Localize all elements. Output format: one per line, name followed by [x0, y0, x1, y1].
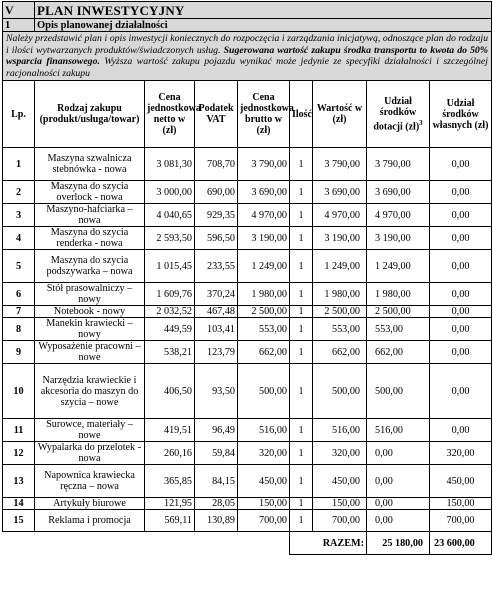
unit-gross-price: 150,00	[238, 498, 290, 510]
vat-amount: 123,79	[195, 341, 238, 364]
quantity: 1	[290, 204, 313, 227]
header-value: Wartość w (zł)	[313, 81, 367, 148]
table-row	[3, 227, 492, 250]
column-header-row	[3, 81, 492, 148]
purchase-name: Manekin krawiecki – nowy	[35, 318, 145, 341]
row-number: 15	[3, 510, 35, 532]
grant-share: 1 980,00	[367, 283, 430, 306]
quantity: 1	[290, 510, 313, 532]
instruction-note-row	[3, 32, 492, 81]
vat-amount: 28,05	[195, 498, 238, 510]
subsection-header-row	[3, 19, 492, 32]
quantity: 1	[290, 364, 313, 419]
unit-net-price: 1 609,76	[145, 283, 195, 306]
note-part-2: Sugerowana wartość zakupu środka transportu to kwota do 50% wsparcia finansowego.	[6, 44, 488, 67]
grant-share: 4 970,00	[367, 204, 430, 227]
own-funds: 450,00	[430, 465, 492, 498]
header-grant-share	[367, 81, 430, 148]
total-value: 1 249,00	[313, 250, 367, 283]
purchase-name: Maszyna szwalnicza stebnówka - nowa	[35, 148, 145, 181]
instruction-note	[3, 32, 492, 81]
row-number: 7	[3, 306, 35, 318]
quantity: 1	[290, 341, 313, 364]
own-funds: 0,00	[430, 419, 492, 442]
total-value: 553,00	[313, 318, 367, 341]
unit-net-price: 2 032,52	[145, 306, 195, 318]
vat-amount: 370,24	[195, 283, 238, 306]
unit-gross-price: 3 690,00	[238, 181, 290, 204]
unit-net-price: 419,51	[145, 419, 195, 442]
header-vat: Podatek VAT	[195, 81, 238, 148]
row-number: 14	[3, 498, 35, 510]
total-value: 320,00	[313, 442, 367, 465]
unit-gross-price: 1 980,00	[238, 283, 290, 306]
purchase-name: Reklama i promocja	[35, 510, 145, 532]
purchase-name: Wyposażenie pracowni – nowe	[35, 341, 145, 364]
totals-grant: 23 600,00	[430, 532, 492, 555]
unit-net-price: 4 040,65	[145, 204, 195, 227]
quantity: 1	[290, 442, 313, 465]
header-unit-gross-price: Cena jednostkowa brutto w (zł)	[238, 81, 290, 148]
quantity: 1	[290, 283, 313, 306]
total-value: 4 970,00	[313, 204, 367, 227]
row-number: 9	[3, 341, 35, 364]
row-number: 6	[3, 283, 35, 306]
table-row	[3, 498, 492, 510]
note-part-1: Należy przedstawić plan i opis inwestycji koniecznych do rozpoczęcia i zarządzania inicjatywą, odnoszące plan do rodzaju i ilości wytwarzanych produktów/świadczonych usług.	[6, 33, 488, 56]
vat-amount: 96,49	[195, 419, 238, 442]
unit-gross-price: 3 190,00	[238, 227, 290, 250]
vat-amount: 233,55	[195, 250, 238, 283]
vat-amount: 596,50	[195, 227, 238, 250]
unit-gross-price: 2 500,00	[238, 306, 290, 318]
vat-amount: 59,84	[195, 442, 238, 465]
own-funds: 0,00	[430, 318, 492, 341]
own-funds: 0,00	[430, 283, 492, 306]
table-row	[3, 364, 492, 419]
total-value: 516,00	[313, 419, 367, 442]
quantity: 1	[290, 419, 313, 442]
table-row	[3, 419, 492, 442]
investment-plan-table	[2, 1, 492, 555]
section-number: V	[3, 2, 35, 19]
table-row	[3, 283, 492, 306]
unit-gross-price: 662,00	[238, 341, 290, 364]
table-row	[3, 510, 492, 532]
grant-share: 500,00	[367, 364, 430, 419]
totals-spacer	[3, 532, 290, 555]
own-funds: 0,00	[430, 181, 492, 204]
total-value: 1 980,00	[313, 283, 367, 306]
header-purchase-type: Rodzaj zakupu (produkt/usługa/towar)	[35, 81, 145, 148]
purchase-name: Maszyna do szycia podszywarka – nowa	[35, 250, 145, 283]
row-number: 13	[3, 465, 35, 498]
row-number: 2	[3, 181, 35, 204]
own-funds: 150,00	[430, 498, 492, 510]
quantity: 1	[290, 250, 313, 283]
vat-amount: 130,89	[195, 510, 238, 532]
row-number: 10	[3, 364, 35, 419]
quantity: 1	[290, 465, 313, 498]
totals-row	[3, 532, 492, 555]
header-unit-net-price: Cena jednostkowa netto w (zł)	[145, 81, 195, 148]
own-funds: 0,00	[430, 364, 492, 419]
grant-share: 3 790,00	[367, 148, 430, 181]
table-row	[3, 318, 492, 341]
row-number: 5	[3, 250, 35, 283]
unit-gross-price: 700,00	[238, 510, 290, 532]
unit-gross-price: 450,00	[238, 465, 290, 498]
vat-amount: 84,15	[195, 465, 238, 498]
total-value: 500,00	[313, 364, 367, 419]
grant-share: 3 190,00	[367, 227, 430, 250]
unit-gross-price: 320,00	[238, 442, 290, 465]
quantity: 1	[290, 498, 313, 510]
unit-net-price: 2 593,50	[145, 227, 195, 250]
purchase-name: Maszyna do szycia renderka - nowa	[35, 227, 145, 250]
table-row	[3, 465, 492, 498]
total-value: 3 690,00	[313, 181, 367, 204]
unit-net-price: 569,11	[145, 510, 195, 532]
quantity: 1	[290, 181, 313, 204]
totals-label: RAZEM:	[290, 532, 367, 555]
header-grant-text: Udział środków dotacji (zł)	[373, 95, 420, 133]
row-number: 3	[3, 204, 35, 227]
unit-net-price: 121,95	[145, 498, 195, 510]
totals-value: 25 180,00	[367, 532, 430, 555]
section-title: PLAN INWESTYCYJNY	[35, 2, 492, 19]
unit-net-price: 260,16	[145, 442, 195, 465]
quantity: 1	[290, 227, 313, 250]
own-funds: 0,00	[430, 148, 492, 181]
total-value: 450,00	[313, 465, 367, 498]
row-number: 8	[3, 318, 35, 341]
header-own-funds: Udział środków własnych (zł)	[430, 81, 492, 148]
purchase-name: Artykuły biurowe	[35, 498, 145, 510]
unit-net-price: 449,59	[145, 318, 195, 341]
own-funds: 0,00	[430, 341, 492, 364]
total-value: 700,00	[313, 510, 367, 532]
unit-gross-price: 1 249,00	[238, 250, 290, 283]
grant-share: 1 249,00	[367, 250, 430, 283]
grant-share: 553,00	[367, 318, 430, 341]
own-funds: 0,00	[430, 227, 492, 250]
note-part-3: Wyższa wartość zakupu pojazdu wynikać może jedynie ze specyfiki działalności i szczególnej racjonalności zakupu	[6, 56, 488, 79]
grant-share: 662,00	[367, 341, 430, 364]
table-row	[3, 341, 492, 364]
purchase-name: Maszyno-hafciarka – nowa	[35, 204, 145, 227]
table-row	[3, 148, 492, 181]
grant-share: 3 690,00	[367, 181, 430, 204]
vat-amount: 929,35	[195, 204, 238, 227]
unit-net-price: 3 000,00	[145, 181, 195, 204]
purchase-name: Napownica krawiecka ręczna – nowa	[35, 465, 145, 498]
unit-net-price: 1 015,45	[145, 250, 195, 283]
grant-share: 0,00	[367, 498, 430, 510]
vat-amount: 690,00	[195, 181, 238, 204]
unit-gross-price: 516,00	[238, 419, 290, 442]
unit-gross-price: 3 790,00	[238, 148, 290, 181]
footnote-marker: 3	[419, 118, 423, 127]
table-row	[3, 204, 492, 227]
subsection-title: Opis planowanej działalności	[35, 19, 492, 32]
table-row	[3, 306, 492, 318]
vat-amount: 103,41	[195, 318, 238, 341]
total-value: 2 500,00	[313, 306, 367, 318]
table-row	[3, 250, 492, 283]
header-lp: Lp.	[3, 81, 35, 148]
purchase-name: Wypalarka do przelotek - nowa	[35, 442, 145, 465]
own-funds: 0,00	[430, 204, 492, 227]
purchase-name: Narzędzia krawieckie i akcesoria do maszyn do szycia – nowe	[35, 364, 145, 419]
row-number: 1	[3, 148, 35, 181]
purchase-name: Notebook - nowy	[35, 306, 145, 318]
own-funds: 320,00	[430, 442, 492, 465]
vat-amount: 93,50	[195, 364, 238, 419]
own-funds: 700,00	[430, 510, 492, 532]
section-header-row	[3, 2, 492, 19]
vat-amount: 708,70	[195, 148, 238, 181]
own-funds: 0,00	[430, 306, 492, 318]
unit-net-price: 365,85	[145, 465, 195, 498]
unit-gross-price: 4 970,00	[238, 204, 290, 227]
purchase-name: Stół prasowalniczy – nowy	[35, 283, 145, 306]
grant-share: 516,00	[367, 419, 430, 442]
table-row	[3, 181, 492, 204]
quantity: 1	[290, 318, 313, 341]
unit-net-price: 538,21	[145, 341, 195, 364]
purchase-name: Surowce, materiały – nowe	[35, 419, 145, 442]
table-row	[3, 442, 492, 465]
row-number: 4	[3, 227, 35, 250]
grant-share: 0,00	[367, 465, 430, 498]
unit-net-price: 3 081,30	[145, 148, 195, 181]
total-value: 150,00	[313, 498, 367, 510]
subsection-number: 1	[3, 19, 35, 32]
row-number: 11	[3, 419, 35, 442]
total-value: 3 190,00	[313, 227, 367, 250]
total-value: 662,00	[313, 341, 367, 364]
quantity: 1	[290, 306, 313, 318]
row-number: 12	[3, 442, 35, 465]
purchase-name: Maszyna do szycia overlock - nowa	[35, 181, 145, 204]
quantity: 1	[290, 148, 313, 181]
unit-net-price: 406,50	[145, 364, 195, 419]
grant-share: 0,00	[367, 510, 430, 532]
unit-gross-price: 500,00	[238, 364, 290, 419]
vat-amount: 467,48	[195, 306, 238, 318]
grant-share: 0,00	[367, 442, 430, 465]
unit-gross-price: 553,00	[238, 318, 290, 341]
own-funds: 0,00	[430, 250, 492, 283]
header-quantity: Ilość	[290, 81, 313, 148]
total-value: 3 790,00	[313, 148, 367, 181]
grant-share: 2 500,00	[367, 306, 430, 318]
